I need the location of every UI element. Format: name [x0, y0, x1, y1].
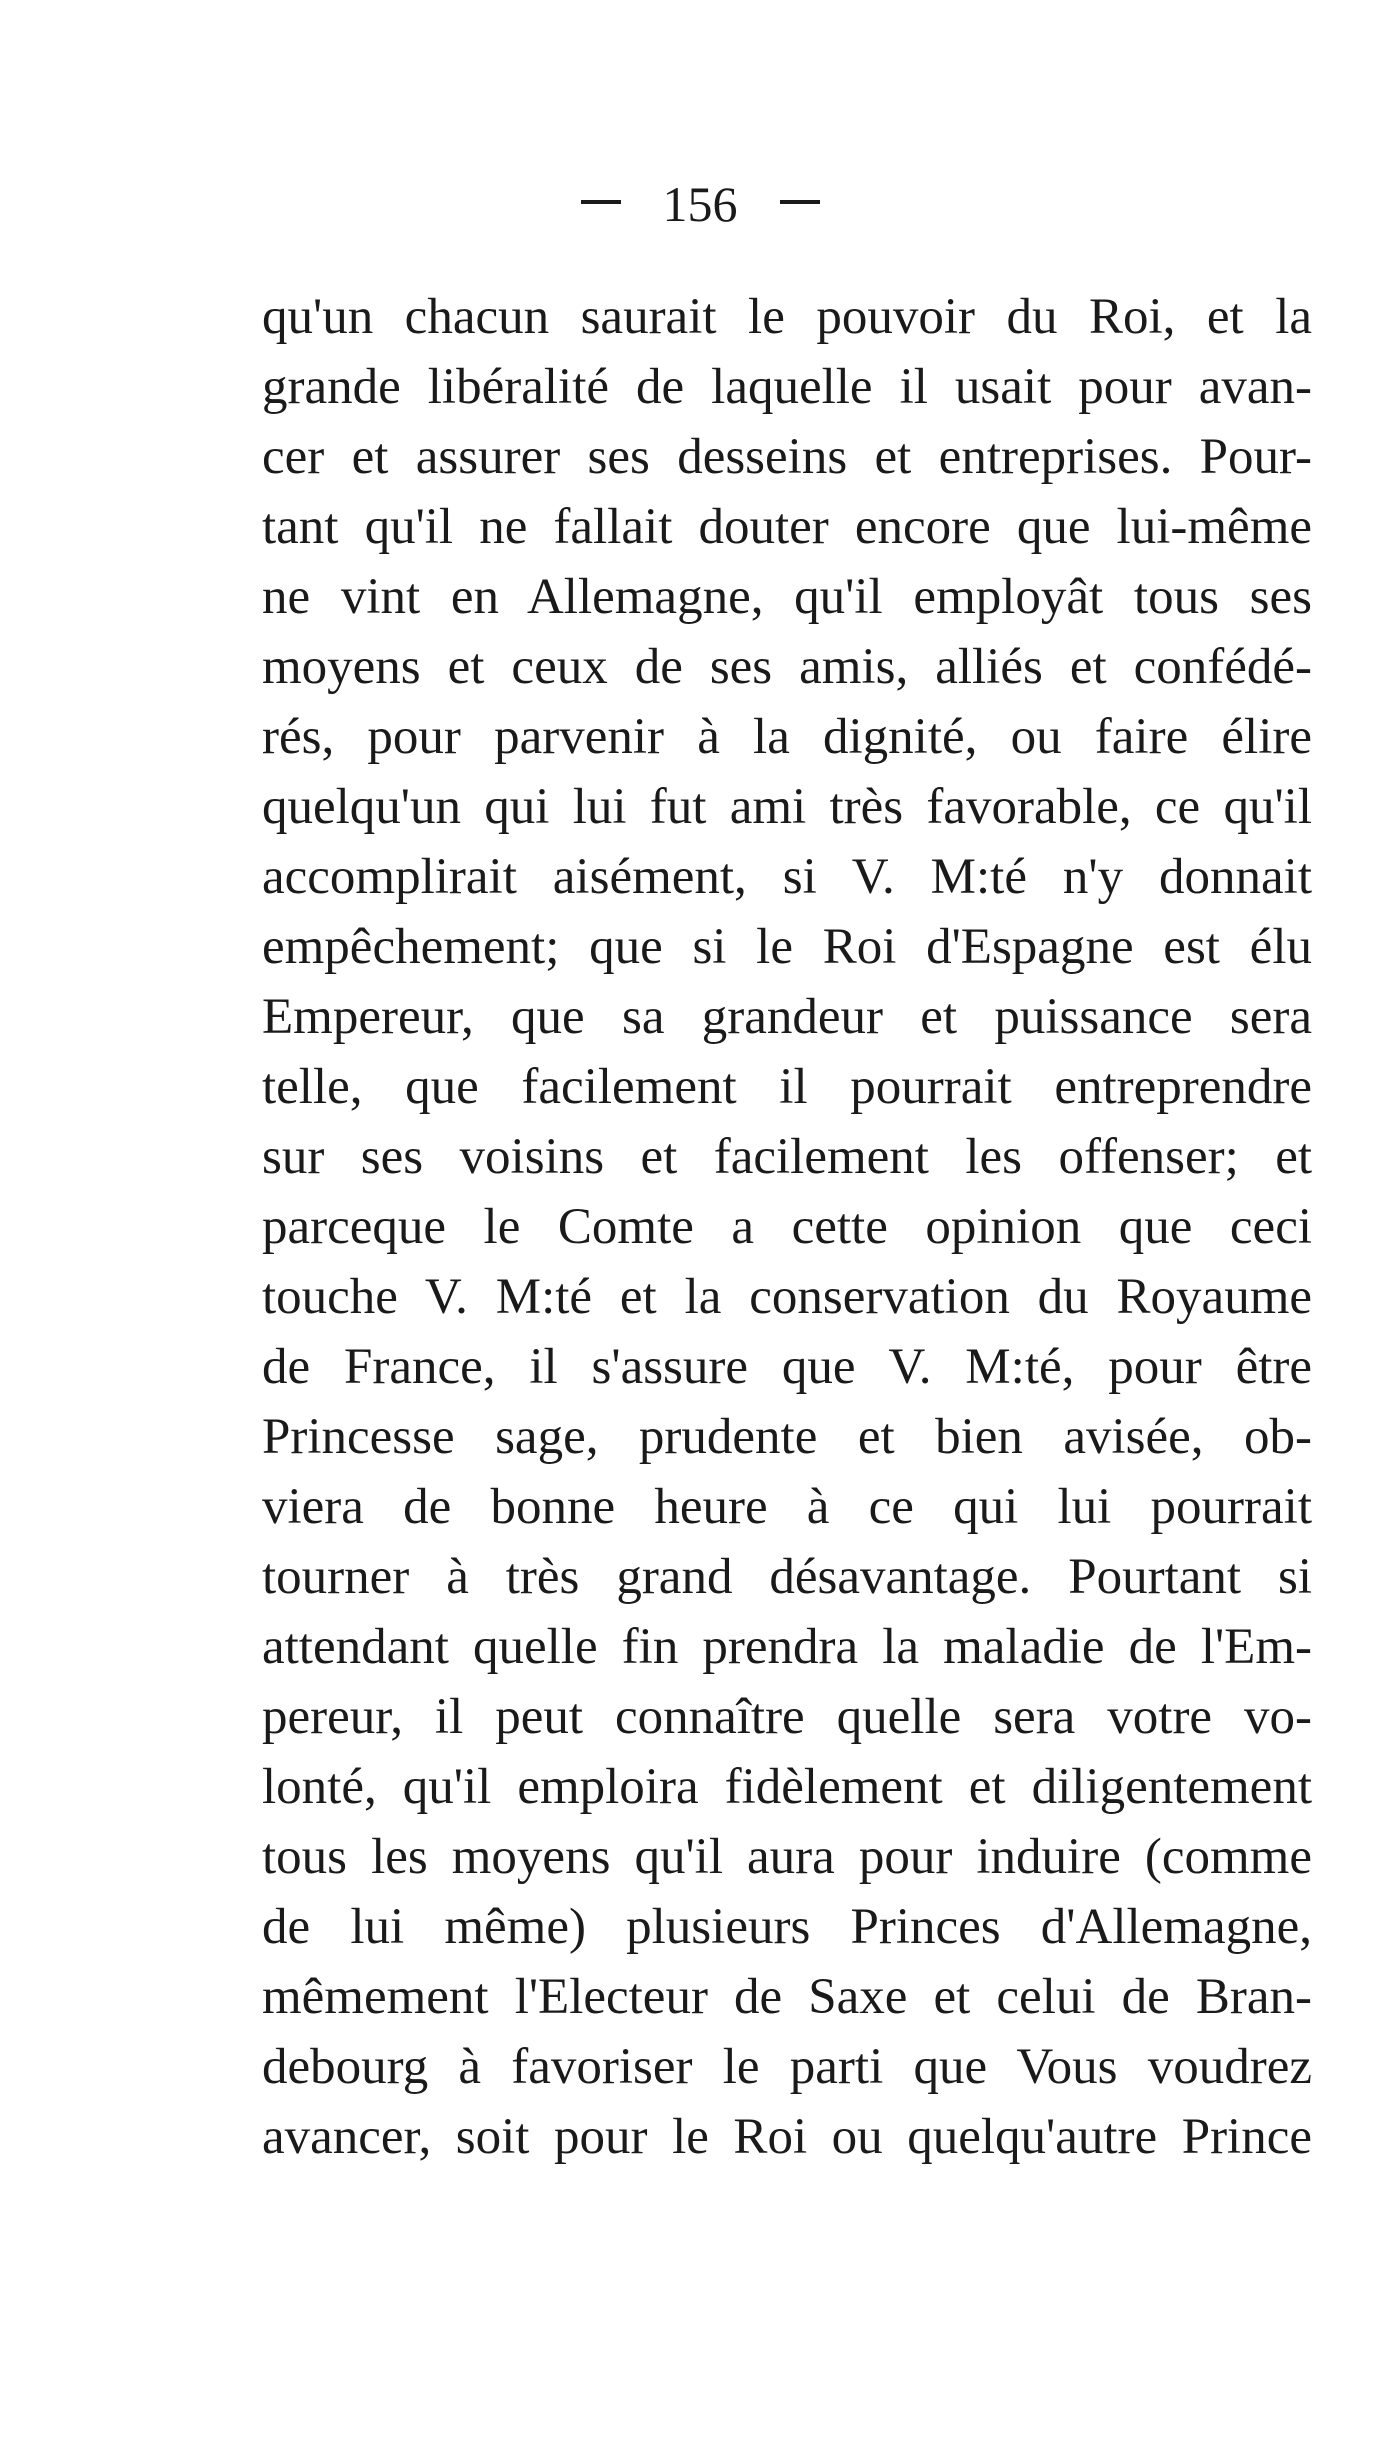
text-line: moyens et ceux de ses amis, alliés et confédé-: [262, 639, 1312, 695]
text-line: attendant quelle fin prendra la maladie de l'Em-: [262, 1619, 1312, 1675]
header-right-dash: [780, 200, 820, 204]
text-line: tourner à très grand désavantage. Pourtant si: [262, 1549, 1312, 1605]
text-line: empêchement; que si le Roi d'Espagne est élu: [262, 919, 1312, 975]
page-number: 156: [662, 175, 738, 232]
header-left-dash: [581, 200, 621, 204]
page-header: [0, 168, 1400, 234]
text-line: qu'un chacun saurait le pouvoir du Roi, et la: [262, 289, 1312, 345]
text-line: touche V. M:té et la conservation du Royaume: [262, 1269, 1312, 1325]
text-line: avancer, soit pour le Roi ou quelqu'autre Prince: [262, 2109, 1312, 2165]
text-line: pereur, il peut connaître quelle sera votre vo-: [262, 1689, 1312, 1745]
text-line: ne vint en Allemagne, qu'il employât tous ses: [262, 569, 1312, 625]
body-text: [262, 282, 1312, 2172]
text-line: sur ses voisins et facilement les offenser; et: [262, 1129, 1312, 1185]
text-line: lonté, qu'il emploira fidèlement et diligentement: [262, 1759, 1312, 1815]
text-line: rés, pour parvenir à la dignité, ou faire élire: [262, 709, 1312, 765]
text-line: debourg à favoriser le parti que Vous voudrez: [262, 2039, 1312, 2095]
text-line: quelqu'un qui lui fut ami très favorable, ce qu'il: [262, 779, 1312, 835]
text-line: de lui même) plusieurs Princes d'Allemagne,: [262, 1899, 1312, 1955]
text-line: de France, il s'assure que V. M:té, pour être: [262, 1339, 1312, 1395]
text-line: cer et assurer ses desseins et entreprises. Pour-: [262, 429, 1312, 485]
text-line: telle, que facilement il pourrait entreprendre: [262, 1059, 1312, 1115]
text-line: grande libéralité de laquelle il usait pour avan-: [262, 359, 1312, 415]
text-line: Empereur, que sa grandeur et puissance sera: [262, 989, 1312, 1045]
text-line: tant qu'il ne fallait douter encore que lui-même: [262, 499, 1312, 555]
text-line: Princesse sage, prudente et bien avisée, ob-: [262, 1409, 1312, 1465]
text-line: parceque le Comte a cette opinion que ceci: [262, 1199, 1312, 1255]
text-line: accomplirait aisément, si V. M:té n'y donnait: [262, 849, 1312, 905]
text-line: mêmement l'Electeur de Saxe et celui de Bran-: [262, 1969, 1312, 2025]
text-line: tous les moyens qu'il aura pour induire (comme: [262, 1829, 1312, 1885]
text-line: viera de bonne heure à ce qui lui pourrait: [262, 1479, 1312, 1535]
